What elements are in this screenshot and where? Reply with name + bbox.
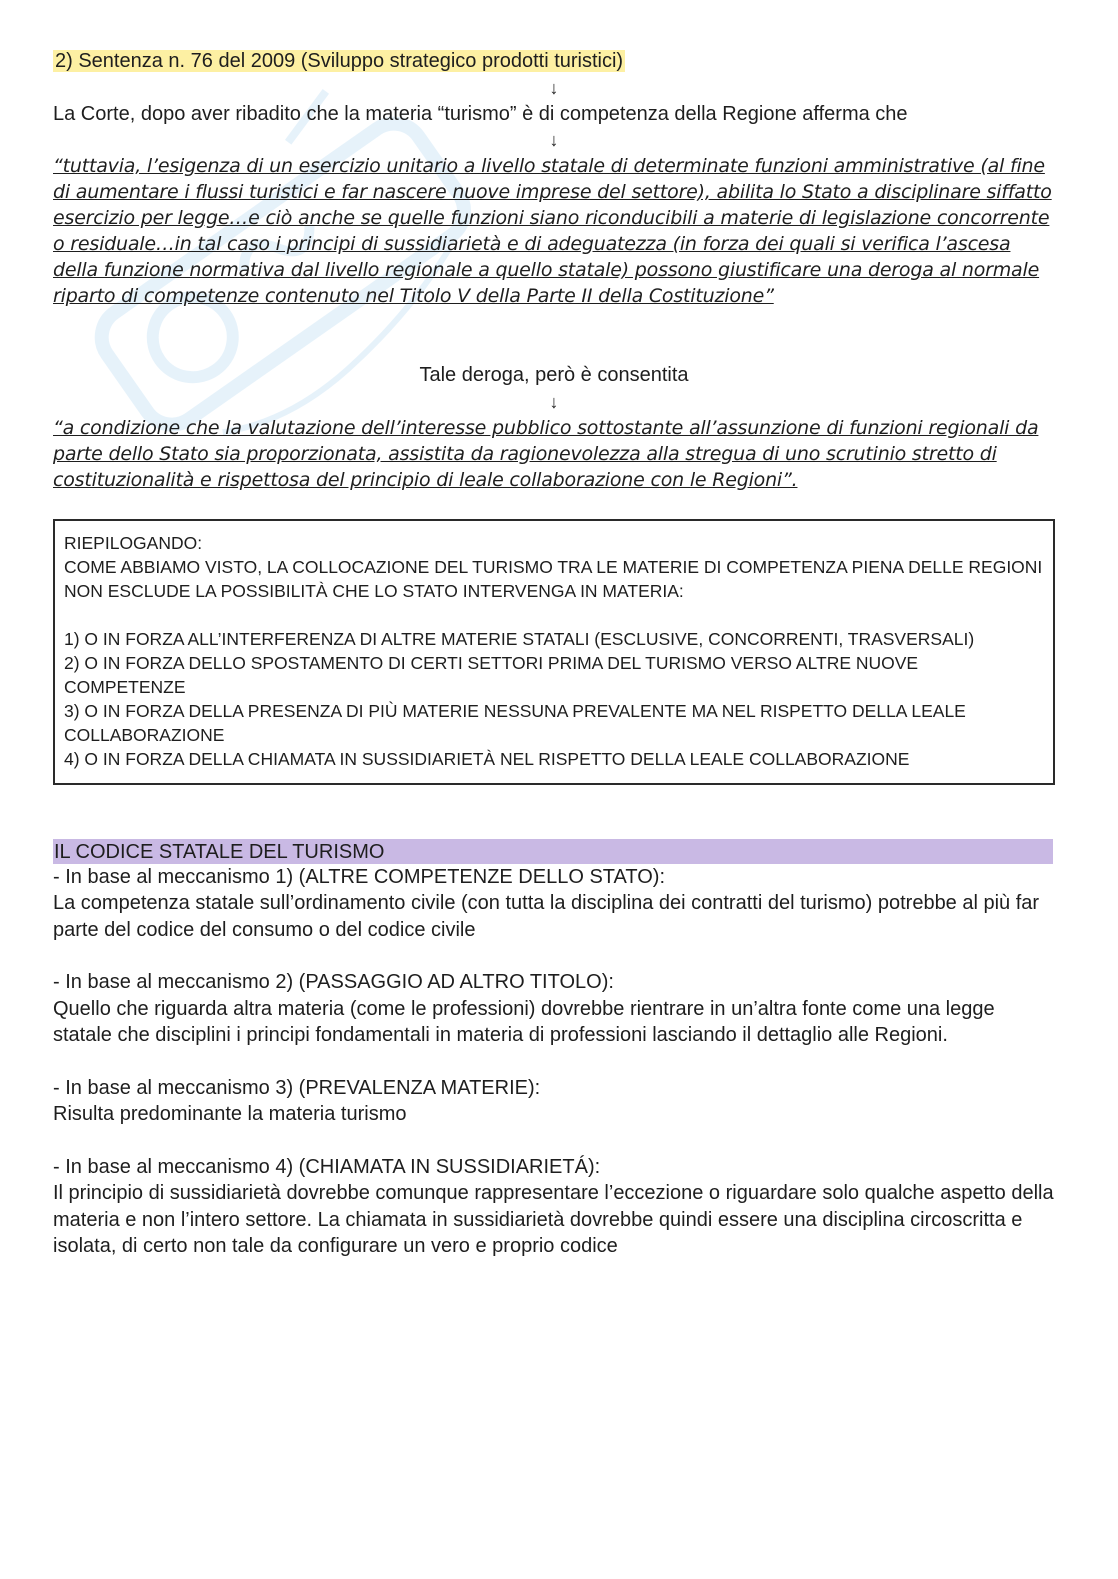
mechanism-text: Risulta predominante la materia turismo (53, 1103, 407, 1125)
document-page (53, 48, 1055, 1260)
summary-title: RIEPILOGANDO: (64, 532, 203, 553)
summary-intro: COME ABBIAMO VISTO, LA COLLOCAZIONE DEL TURISMO TRA LE MATERIE DI COMPETENZA PIENA DELLE REGIONI NON ESCLUDE LA POSSIBILITÀ CHE LO STATO INTERVENGA IN MATERIA: (64, 556, 1043, 601)
summary-item: 4) O IN FORZA DELLA CHIAMATA IN SUSSIDIARIETÀ NEL RISPETTO DELLA LEALE COLLABORAZIONE (64, 748, 910, 769)
mechanism-label: - In base al meccanismo 2) (PASSAGGIO AD ALTRO TITOLO): (53, 971, 614, 993)
down-arrow-icon: ↓ (549, 391, 559, 412)
summary-item: 2) O IN FORZA DELLO SPOSTAMENTO DI CERTI SETTORI PRIMA DEL TURISMO VERSO ALTRE NUOVE COMPETENZE (64, 652, 919, 697)
down-arrow-icon: ↓ (549, 77, 559, 98)
mechanism-label: - In base al meccanismo 4) (CHIAMATA IN SUSSIDIARIETÁ): (53, 1155, 601, 1178)
heading: 2) Sentenza n. 76 del 2009 (Sviluppo strategico prodotti turistici) (55, 50, 624, 72)
section-title: IL CODICE STATALE DEL TURISMO (53, 839, 1053, 864)
mechanism-text: Quello che riguarda altra materia (come le professioni) dovrebbe rientrare in un’altra fonte come una legge statale che disciplini i principi fondamentali in materia di professioni lasciando il dettaglio alle Regioni. (53, 997, 995, 1046)
mechanism-text: Il principio di sussidiarietà dovrebbe comunque rappresentare l’eccezione o riguardare solo qualche aspetto della materia e non l’intero settore. La chiamata in sussidiarietà dovrebbe quindi essere una disciplina circoscritta e isolata, di certo non tale da configurare un vero e proprio codice (53, 1182, 1054, 1257)
down-arrow-icon: ↓ (549, 130, 559, 150)
mechanism-text: La competenza statale sull’ordinamento civile (con tutta la disciplina dei contratti del turismo) potrebbe al più far parte del codice del consumo o del codice civile (53, 892, 1040, 941)
intro-paragraph: La Corte, dopo aver ribadito che la materia “turismo” è di competenza della Regione afferma che (53, 102, 908, 125)
quote-condizione: “a condizione che la valutazione dell’interesse pubblico sottostante all’assunzione di funzioni regionali da parte dello Stato sia proporzionata, assistita da ragionevolezza alla stregua di uno scrutinio stretto di costituzionalità e rispettosa del principio di leale collaborazione con le Regioni”. (53, 416, 1039, 491)
summary-item: 3) O IN FORZA DELLA PRESENZA DI PIÙ MATERIE NESSUNA PREVALENTE MA NEL RISPETTO DELLA LEALE COLLABORAZIONE (64, 700, 966, 745)
deroga-line: Tale deroga, però è consentita (419, 364, 689, 386)
mechanism-label: - In base al meccanismo 3) (PREVALENZA MATERIE): (53, 1076, 541, 1099)
quote-tuttavia: “tuttavia, l’esigenza di un esercizio unitario a livello statale di determinate funzioni amministrative (al fine di aumentare i flussi turistici e far nascere nuove imprese del settore), abilita lo Stato a disciplinare siffatto esercizio per legge…e ciò anche se quelle funzioni siano riconducibili a materie di legislazione concorrente o residuale…in tal caso i principi di sussidiarietà e di adeguatezza (in forza dei quali si verifica l’ascesa della funzione normativa dal livello regionale a quello statale) possono giustificare una deroga al normale riparto di competenze contenuto nel Titolo V della Parte II della Costituzione” (53, 155, 1052, 307)
summary-box (53, 519, 1055, 785)
mechanism-label: - In base al meccanismo 1) (ALTRE COMPETENZE DELLO STATO): (53, 865, 666, 888)
summary-item: 1) O IN FORZA ALL’INTERFERENZA DI ALTRE MATERIE STATALI (ESCLUSIVE, CONCORRENTI, TRASVERSALI) (64, 628, 975, 649)
